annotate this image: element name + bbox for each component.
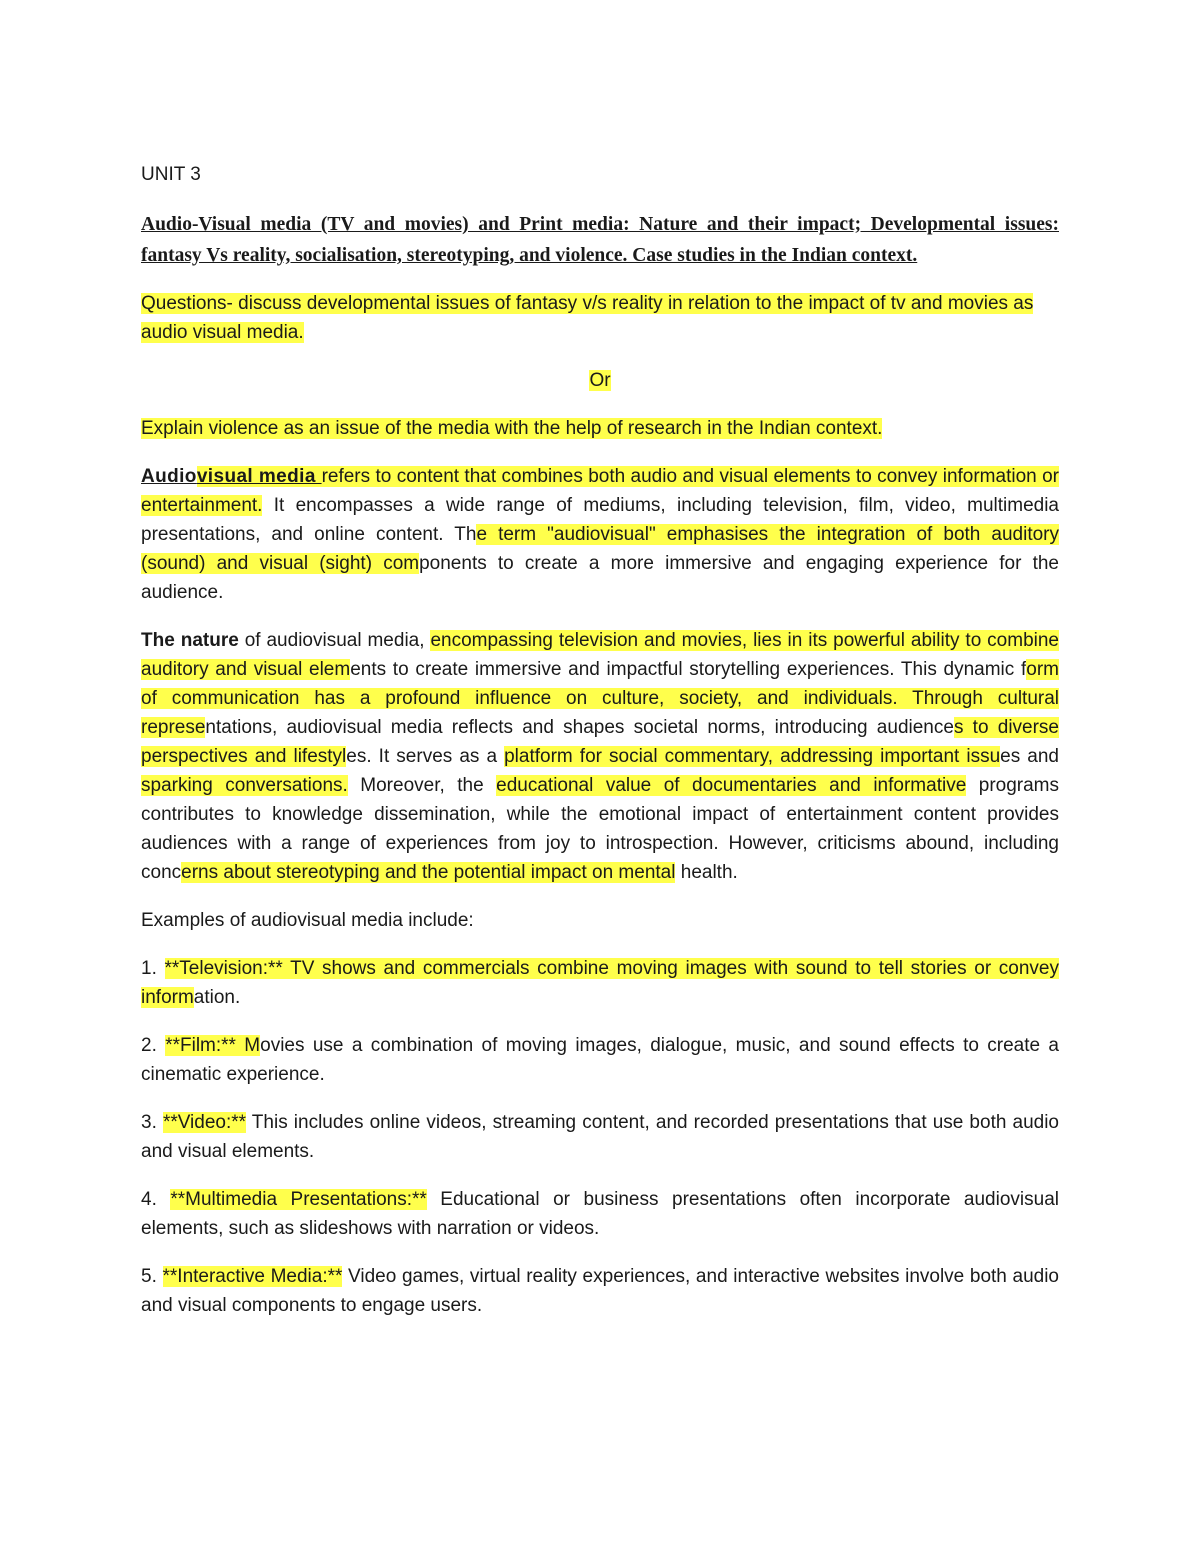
term-visual-media: visual media xyxy=(196,466,322,487)
para2-segment: es. It serves as a xyxy=(346,746,505,767)
unit-label: UNIT 3 xyxy=(141,164,201,185)
question-2-text: Explain violence as an issue of the media with the help of research in the Indian context. xyxy=(141,418,883,439)
para1-segment: e term "audiovisual" emphasises the integration of both auditory (sound) and visual (sight) com xyxy=(141,524,1060,574)
list-number: 4. xyxy=(141,1189,171,1210)
unit-heading: Audio-Visual media (TV and movies) and Print media: Nature and their impact; Developmental issues: fantasy Vs reality, socialisation, stereotyping, and violence. Case studies in the Indian context. xyxy=(141,214,1059,266)
document-body xyxy=(141,160,1059,1339)
paragraph-audiovisual-definition xyxy=(141,462,1059,607)
list-item-video xyxy=(141,1108,1059,1166)
para1-segment: It encompasses a wide range of mediums, including television, film, video, multimedia presentations, and online content. Th xyxy=(141,495,1059,545)
list-item-text: Video games, virtual reality experiences, and interactive websites involve both audio and visual components to engage users. xyxy=(141,1266,1059,1316)
para2-segment: health. xyxy=(675,862,738,883)
list-item-highlight: **Film:** M xyxy=(165,1035,261,1056)
list-number: 5. xyxy=(141,1266,163,1287)
question-1-text: Questions- discuss developmental issues of fantasy v/s reality in relation to the impact of tv and movies as audio visual media. xyxy=(141,293,1034,343)
list-item-highlight: **Interactive Media:** xyxy=(162,1266,343,1287)
para2-segment: erns about stereotyping and the potential impact on mental xyxy=(181,862,676,883)
para2-segment: ntations, audiovisual media reflects and shapes societal norms, introducing audience xyxy=(205,717,954,738)
list-number: 1. xyxy=(141,958,165,979)
para2-segment: sparking conversations. xyxy=(141,775,348,796)
para1-segment: refers to content that combines both audio and visual elements to convey xyxy=(321,466,943,487)
list-item-highlight: **Multimedia Presentations:** xyxy=(170,1189,427,1210)
para2-segment: programs contributes to knowledge dissemination, while the emotional impact of entertainment content provides audiences with a range of experiences from joy to introspection. However, criticisms abound, including conc xyxy=(141,775,1059,883)
list-number: 2. xyxy=(141,1035,166,1056)
list-item-text: ation. xyxy=(193,987,241,1008)
list-item-film xyxy=(141,1031,1059,1089)
list-number: 3. xyxy=(141,1112,163,1133)
or-text: Or xyxy=(589,370,611,391)
list-item-highlight: **Television:** TV shows and commercials combine moving images with sound to tell stories or convey inform xyxy=(141,958,1059,1008)
para2-segment: orm of communication has a profound influence on culture, society, and individuals. Through cultural represe xyxy=(141,659,1059,738)
term-the-nature: The nature xyxy=(141,630,239,651)
list-item-highlight: **Video:** xyxy=(162,1112,247,1133)
para1-segment: ponents to create a more immersive and engaging experience for the audience. xyxy=(141,553,1059,603)
para2-segment: encompassing television and movies, lies in its powerful ability to combine auditory and visual elem xyxy=(141,630,1060,680)
list-item-text: ovies use a combination of moving images, dialogue, music, and sound effects to create a cinematic experience. xyxy=(141,1035,1059,1085)
paragraph-nature xyxy=(141,626,1059,887)
list-item-text: This includes online videos, streaming content, and recorded presentations that use both audio and visual elements. xyxy=(141,1112,1059,1162)
para2-segment: Moreover, the xyxy=(347,775,497,796)
para2-segment: ents to create immersive and impactful storytelling experiences. This dynamic f xyxy=(350,659,1027,680)
question-1 xyxy=(141,289,1059,347)
para2-segment: platform for social commentary, addressing important issu xyxy=(504,746,1001,767)
para2-segment: es and xyxy=(1000,746,1059,767)
question-2 xyxy=(141,414,1059,443)
examples-intro: Examples of audiovisual media include: xyxy=(141,910,474,931)
para2-segment: s to diverse perspectives and lifestyl xyxy=(141,717,1059,767)
list-item-text: Educational or business presentations often incorporate audiovisual elements, such as slideshows with narration or videos. xyxy=(141,1189,1059,1239)
or-separator xyxy=(141,366,1059,395)
list-item-television xyxy=(141,954,1059,1012)
list-item-multimedia xyxy=(141,1185,1059,1243)
para2-segment: educational value of documentaries and informative xyxy=(496,775,967,796)
list-item-interactive xyxy=(141,1262,1059,1320)
term-audio: Audio xyxy=(141,466,197,487)
para1-segment: information or entertainment. xyxy=(141,466,1059,516)
para2-segment: of audiovisual media, xyxy=(238,630,431,651)
